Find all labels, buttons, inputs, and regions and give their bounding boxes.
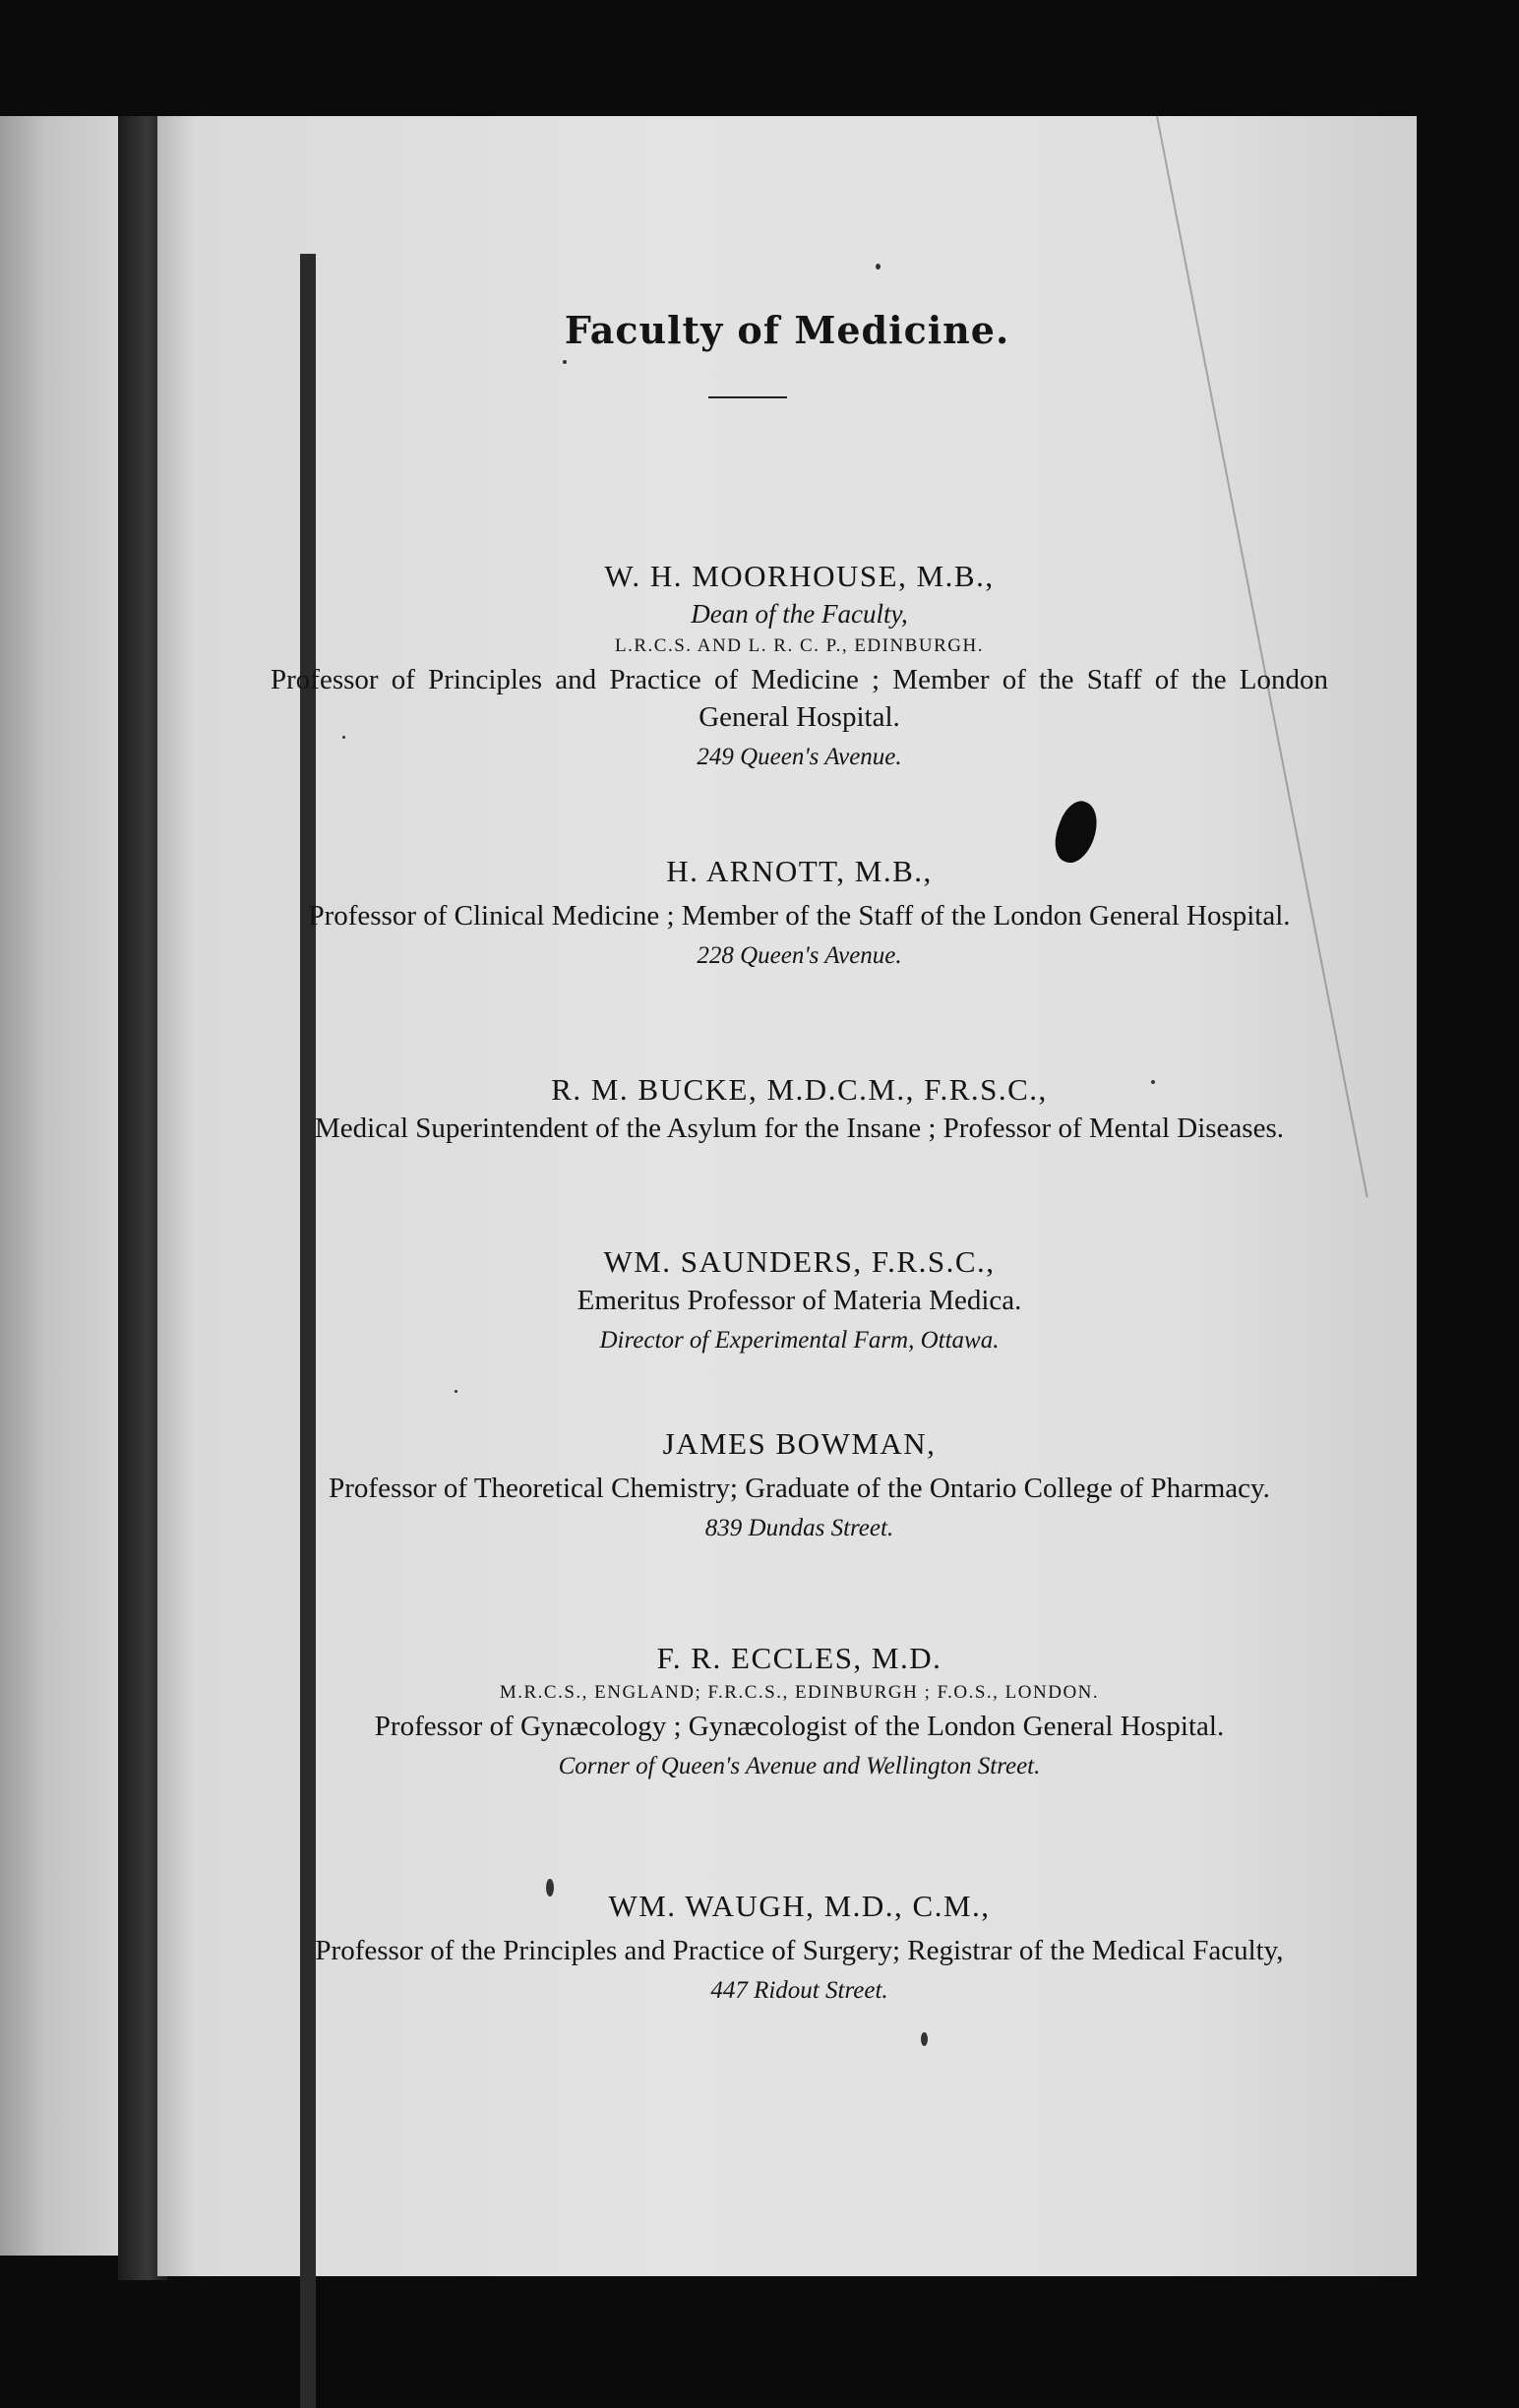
faculty-entry bbox=[271, 1424, 1328, 1546]
member-address: 228 Queen's Avenue. bbox=[697, 942, 902, 969]
member-description: Professor of Principles and Practice of Medicine ; Member of the Staff of the London General Hospital. bbox=[271, 664, 1328, 733]
member-description: Medical Superintendent of the Asylum for the Insane ; Professor of Mental Diseases. bbox=[315, 1113, 1284, 1144]
member-address: 839 Dundas Street. bbox=[704, 1515, 894, 1541]
member-credentials: M.R.C.S., ENGLAND; F.R.C.S., EDINBURGH ; F.O.S., LONDON. bbox=[499, 1682, 1100, 1703]
member-credentials: L.R.C.S. AND L. R. C. P., EDINBURGH. bbox=[615, 635, 984, 656]
member-name: WM. SAUNDERS, F.R.S.C., bbox=[603, 1244, 996, 1279]
member-name: JAMES BOWMAN, bbox=[662, 1426, 937, 1461]
faculty-entry bbox=[271, 1639, 1328, 1784]
faculty-entry bbox=[271, 852, 1328, 974]
faculty-entry bbox=[271, 1242, 1328, 1358]
member-name: H. ARNOTT, M.B., bbox=[666, 854, 933, 888]
document-page bbox=[157, 116, 1417, 2276]
member-name: R. M. BUCKE, M.D.C.M., F.R.S.C., bbox=[551, 1072, 1048, 1107]
member-description: Professor of Theoretical Chemistry; Graduate of the Ontario College of Pharmacy. bbox=[329, 1473, 1270, 1504]
previous-page-edge bbox=[0, 116, 118, 2256]
faculty-entry bbox=[271, 1070, 1328, 1147]
member-role: Dean of the Faculty, bbox=[691, 599, 908, 629]
page-title: Faculty of Medicine. bbox=[564, 308, 1010, 352]
title-divider bbox=[708, 396, 787, 398]
member-address: 249 Queen's Avenue. bbox=[697, 744, 902, 770]
member-name: W. H. MOORHOUSE, M.B., bbox=[604, 559, 995, 593]
faculty-entry bbox=[271, 557, 1328, 775]
member-description: Professor of Gynæcology ; Gynæcologist of the London General Hospital. bbox=[374, 1711, 1225, 1742]
member-description: Emeritus Professor of Materia Medica. bbox=[577, 1285, 1022, 1316]
member-name: F. R. ECCLES, M.D. bbox=[656, 1641, 942, 1675]
member-address: Director of Experimental Farm, Ottawa. bbox=[599, 1327, 1000, 1354]
member-description: Professor of the Principles and Practice of Surgery; Registrar of the Medical Faculty, bbox=[315, 1935, 1284, 1966]
member-name: WM. WAUGH, M.D., C.M., bbox=[608, 1889, 991, 1923]
member-description: Professor of Clinical Medicine ; Member of the Staff of the London General Hospital. bbox=[308, 900, 1291, 932]
faculty-entry bbox=[271, 1887, 1328, 2009]
member-address: 447 Ridout Street. bbox=[710, 1977, 888, 2004]
member-address: Corner of Queen's Avenue and Wellington Street. bbox=[558, 1753, 1041, 1779]
